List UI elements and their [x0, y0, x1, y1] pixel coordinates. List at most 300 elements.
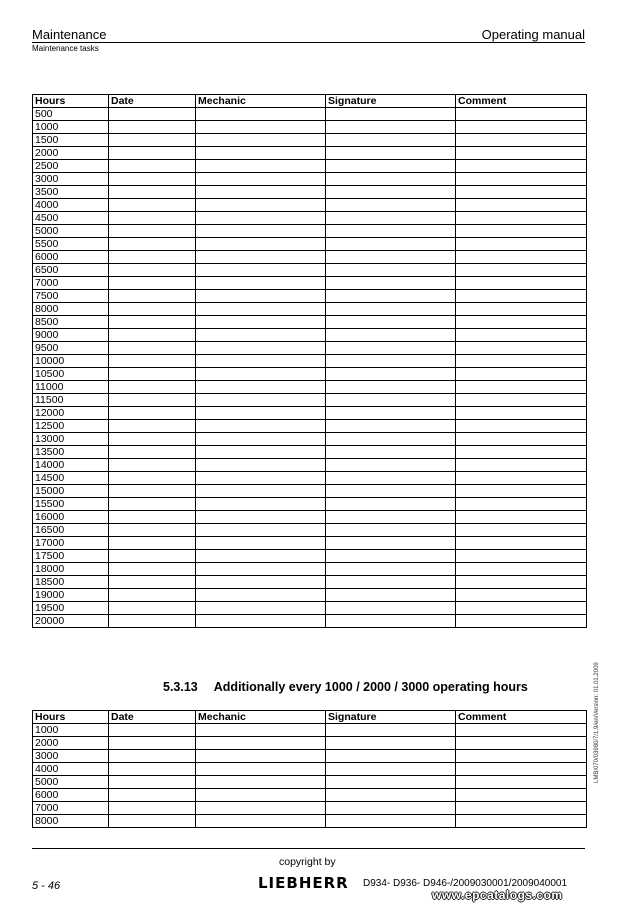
comment-cell	[456, 485, 587, 498]
signature-cell	[326, 776, 456, 789]
mechanic-cell	[196, 576, 326, 589]
mechanic-cell	[196, 238, 326, 251]
date-cell	[109, 433, 196, 446]
column-header-mechanic: Mechanic	[196, 711, 326, 724]
table-header-row	[33, 711, 587, 724]
mechanic-cell	[196, 498, 326, 511]
date-cell	[109, 459, 196, 472]
hours-cell: 14500	[33, 472, 109, 485]
hours-cell: 15500	[33, 498, 109, 511]
column-header-hours: Hours	[33, 95, 109, 108]
signature-cell	[326, 199, 456, 212]
comment-cell	[456, 537, 587, 550]
hours-cell: 10500	[33, 368, 109, 381]
date-cell	[109, 108, 196, 121]
hours-cell: 9000	[33, 329, 109, 342]
mechanic-cell	[196, 511, 326, 524]
hours-cell: 4000	[33, 763, 109, 776]
table-row	[33, 737, 587, 750]
date-cell	[109, 173, 196, 186]
date-cell	[109, 407, 196, 420]
table-row	[33, 277, 587, 290]
hours-cell: 9500	[33, 342, 109, 355]
date-cell	[109, 381, 196, 394]
hours-cell: 15000	[33, 485, 109, 498]
signature-cell	[326, 724, 456, 737]
signature-cell	[326, 134, 456, 147]
date-cell	[109, 537, 196, 550]
document-code-vertical: LMB/070/03980/7/1.9/en/Version: 01.01.2009	[594, 662, 600, 783]
signature-cell	[326, 238, 456, 251]
comment-cell	[456, 420, 587, 433]
signature-cell	[326, 498, 456, 511]
date-cell	[109, 776, 196, 789]
table-row	[33, 121, 587, 134]
mechanic-cell	[196, 277, 326, 290]
header-document-title: Operating manual	[481, 27, 585, 42]
mechanic-cell	[196, 342, 326, 355]
comment-cell	[456, 446, 587, 459]
copyright-text: copyright by	[279, 856, 336, 868]
date-cell	[109, 394, 196, 407]
comment-cell	[456, 511, 587, 524]
hours-cell: 4500	[33, 212, 109, 225]
comment-cell	[456, 724, 587, 737]
table-row	[33, 433, 587, 446]
date-cell	[109, 225, 196, 238]
comment-cell	[456, 108, 587, 121]
hours-cell: 1000	[33, 121, 109, 134]
table-row	[33, 511, 587, 524]
signature-cell	[326, 290, 456, 303]
comment-cell	[456, 160, 587, 173]
comment-cell	[456, 602, 587, 615]
comment-cell	[456, 524, 587, 537]
table-row	[33, 485, 587, 498]
hours-cell: 5000	[33, 776, 109, 789]
table-row	[33, 550, 587, 563]
comment-cell	[456, 737, 587, 750]
signature-cell	[326, 537, 456, 550]
signature-cell	[326, 789, 456, 802]
date-cell	[109, 802, 196, 815]
signature-cell	[326, 147, 456, 160]
comment-cell	[456, 121, 587, 134]
date-cell	[109, 186, 196, 199]
additional-maintenance-log-table	[32, 710, 587, 828]
mechanic-cell	[196, 160, 326, 173]
mechanic-cell	[196, 121, 326, 134]
hours-cell: 2500	[33, 160, 109, 173]
date-cell	[109, 121, 196, 134]
mechanic-cell	[196, 802, 326, 815]
comment-cell	[456, 563, 587, 576]
comment-cell	[456, 264, 587, 277]
comment-cell	[456, 472, 587, 485]
comment-cell	[456, 290, 587, 303]
signature-cell	[326, 524, 456, 537]
comment-cell	[456, 802, 587, 815]
hours-cell: 6000	[33, 251, 109, 264]
date-cell	[109, 147, 196, 160]
comment-cell	[456, 134, 587, 147]
signature-cell	[326, 186, 456, 199]
signature-cell	[326, 381, 456, 394]
column-header-signature: Signature	[326, 95, 456, 108]
mechanic-cell	[196, 763, 326, 776]
liebherr-logo: LIEBHERR	[258, 874, 349, 892]
date-cell	[109, 160, 196, 173]
mechanic-cell	[196, 459, 326, 472]
date-cell	[109, 750, 196, 763]
mechanic-cell	[196, 381, 326, 394]
table-row	[33, 134, 587, 147]
date-cell	[109, 589, 196, 602]
signature-cell	[326, 212, 456, 225]
signature-cell	[326, 277, 456, 290]
mechanic-cell	[196, 134, 326, 147]
mechanic-cell	[196, 750, 326, 763]
table-row	[33, 368, 587, 381]
mechanic-cell	[196, 537, 326, 550]
signature-cell	[326, 615, 456, 628]
section-title: Additionally every 1000 / 2000 / 3000 operating hours	[213, 680, 528, 694]
date-cell	[109, 368, 196, 381]
table-row	[33, 238, 587, 251]
signature-cell	[326, 355, 456, 368]
signature-cell	[326, 251, 456, 264]
table-row	[33, 563, 587, 576]
mechanic-cell	[196, 737, 326, 750]
hours-cell: 2000	[33, 147, 109, 160]
signature-cell	[326, 750, 456, 763]
hours-cell: 6000	[33, 789, 109, 802]
date-cell	[109, 615, 196, 628]
signature-cell	[326, 407, 456, 420]
date-cell	[109, 737, 196, 750]
table-row	[33, 173, 587, 186]
comment-cell	[456, 750, 587, 763]
table-row	[33, 763, 587, 776]
comment-cell	[456, 615, 587, 628]
column-header-date: Date	[109, 95, 196, 108]
signature-cell	[326, 160, 456, 173]
table-row	[33, 303, 587, 316]
comment-cell	[456, 199, 587, 212]
date-cell	[109, 446, 196, 459]
signature-cell	[326, 802, 456, 815]
comment-cell	[456, 459, 587, 472]
hours-cell: 17000	[33, 537, 109, 550]
comment-cell	[456, 763, 587, 776]
signature-cell	[326, 303, 456, 316]
table-row	[33, 316, 587, 329]
date-cell	[109, 134, 196, 147]
table-row	[33, 186, 587, 199]
table-row	[33, 750, 587, 763]
signature-cell	[326, 446, 456, 459]
table-row	[33, 589, 587, 602]
signature-cell	[326, 472, 456, 485]
hours-cell: 18000	[33, 563, 109, 576]
mechanic-cell	[196, 407, 326, 420]
signature-cell	[326, 459, 456, 472]
mechanic-cell	[196, 485, 326, 498]
comment-cell	[456, 303, 587, 316]
date-cell	[109, 329, 196, 342]
signature-cell	[326, 563, 456, 576]
column-header-comment: Comment	[456, 95, 587, 108]
table-row	[33, 472, 587, 485]
mechanic-cell	[196, 173, 326, 186]
hours-cell: 1500	[33, 134, 109, 147]
hours-cell: 7000	[33, 277, 109, 290]
table-row	[33, 212, 587, 225]
column-header-hours: Hours	[33, 711, 109, 724]
date-cell	[109, 763, 196, 776]
mechanic-cell	[196, 563, 326, 576]
comment-cell	[456, 147, 587, 160]
date-cell	[109, 789, 196, 802]
document-reference: D934- D936- D946-/2009030001/2009040001	[363, 878, 568, 889]
date-cell	[109, 277, 196, 290]
date-cell	[109, 576, 196, 589]
table-row	[33, 615, 587, 628]
signature-cell	[326, 737, 456, 750]
signature-cell	[326, 264, 456, 277]
date-cell	[109, 290, 196, 303]
hours-cell: 500	[33, 108, 109, 121]
hours-cell: 20000	[33, 615, 109, 628]
table-row	[33, 815, 587, 828]
watermark: www.epcatalogs.com	[432, 888, 563, 902]
section-heading	[163, 680, 528, 694]
mechanic-cell	[196, 290, 326, 303]
date-cell	[109, 355, 196, 368]
column-header-mechanic: Mechanic	[196, 95, 326, 108]
comment-cell	[456, 789, 587, 802]
comment-cell	[456, 277, 587, 290]
table-header-row	[33, 95, 587, 108]
mechanic-cell	[196, 199, 326, 212]
signature-cell	[326, 329, 456, 342]
mechanic-cell	[196, 815, 326, 828]
date-cell	[109, 563, 196, 576]
date-cell	[109, 550, 196, 563]
hours-cell: 2000	[33, 737, 109, 750]
comment-cell	[456, 355, 587, 368]
page-number: 5 - 46	[32, 880, 61, 892]
signature-cell	[326, 342, 456, 355]
hours-cell: 5000	[33, 225, 109, 238]
comment-cell	[456, 225, 587, 238]
table-row	[33, 537, 587, 550]
header-divider	[32, 42, 585, 43]
mechanic-cell	[196, 368, 326, 381]
hours-cell: 8500	[33, 316, 109, 329]
table-row	[33, 498, 587, 511]
hours-cell: 4000	[33, 199, 109, 212]
mechanic-cell	[196, 602, 326, 615]
table-row	[33, 251, 587, 264]
hours-cell: 12500	[33, 420, 109, 433]
mechanic-cell	[196, 433, 326, 446]
hours-cell: 7000	[33, 802, 109, 815]
column-header-comment: Comment	[456, 711, 587, 724]
mechanic-cell	[196, 524, 326, 537]
table-row	[33, 264, 587, 277]
hours-cell: 3000	[33, 173, 109, 186]
signature-cell	[326, 589, 456, 602]
mechanic-cell	[196, 446, 326, 459]
hours-cell: 3500	[33, 186, 109, 199]
signature-cell	[326, 550, 456, 563]
table-row	[33, 724, 587, 737]
mechanic-cell	[196, 329, 326, 342]
date-cell	[109, 264, 196, 277]
table-row	[33, 420, 587, 433]
comment-cell	[456, 316, 587, 329]
comment-cell	[456, 212, 587, 225]
comment-cell	[456, 433, 587, 446]
signature-cell	[326, 485, 456, 498]
table-row	[33, 225, 587, 238]
table-row	[33, 108, 587, 121]
mechanic-cell	[196, 251, 326, 264]
table-row	[33, 342, 587, 355]
comment-cell	[456, 498, 587, 511]
column-header-signature: Signature	[326, 711, 456, 724]
date-cell	[109, 251, 196, 264]
mechanic-cell	[196, 472, 326, 485]
signature-cell	[326, 225, 456, 238]
header-subtitle: Maintenance tasks	[32, 44, 99, 53]
date-cell	[109, 420, 196, 433]
comment-cell	[456, 368, 587, 381]
hours-cell: 11000	[33, 381, 109, 394]
column-header-date: Date	[109, 711, 196, 724]
hours-cell: 19000	[33, 589, 109, 602]
hours-cell: 8000	[33, 815, 109, 828]
mechanic-cell	[196, 776, 326, 789]
hours-cell: 3000	[33, 750, 109, 763]
mechanic-cell	[196, 212, 326, 225]
hours-cell: 16500	[33, 524, 109, 537]
date-cell	[109, 342, 196, 355]
hours-cell: 13000	[33, 433, 109, 446]
table-row	[33, 524, 587, 537]
section-number: 5.3.13	[163, 680, 198, 694]
hours-cell: 5500	[33, 238, 109, 251]
mechanic-cell	[196, 264, 326, 277]
signature-cell	[326, 763, 456, 776]
hours-cell: 14000	[33, 459, 109, 472]
footer-divider	[32, 848, 585, 849]
comment-cell	[456, 394, 587, 407]
signature-cell	[326, 576, 456, 589]
date-cell	[109, 212, 196, 225]
date-cell	[109, 472, 196, 485]
signature-cell	[326, 121, 456, 134]
hours-cell: 8000	[33, 303, 109, 316]
signature-cell	[326, 394, 456, 407]
mechanic-cell	[196, 394, 326, 407]
table-row	[33, 789, 587, 802]
hours-cell: 16000	[33, 511, 109, 524]
comment-cell	[456, 550, 587, 563]
table-row	[33, 290, 587, 303]
table-row	[33, 147, 587, 160]
signature-cell	[326, 511, 456, 524]
maintenance-log-table	[32, 94, 587, 628]
signature-cell	[326, 173, 456, 186]
mechanic-cell	[196, 303, 326, 316]
signature-cell	[326, 316, 456, 329]
table-row	[33, 381, 587, 394]
mechanic-cell	[196, 225, 326, 238]
mechanic-cell	[196, 355, 326, 368]
table-row	[33, 329, 587, 342]
table-row	[33, 446, 587, 459]
signature-cell	[326, 815, 456, 828]
comment-cell	[456, 173, 587, 186]
header-section-title: Maintenance	[32, 27, 107, 42]
date-cell	[109, 199, 196, 212]
date-cell	[109, 815, 196, 828]
hours-cell: 11500	[33, 394, 109, 407]
hours-cell: 6500	[33, 264, 109, 277]
comment-cell	[456, 381, 587, 394]
hours-cell: 12000	[33, 407, 109, 420]
signature-cell	[326, 108, 456, 121]
date-cell	[109, 498, 196, 511]
table-row	[33, 355, 587, 368]
mechanic-cell	[196, 147, 326, 160]
mechanic-cell	[196, 420, 326, 433]
table-row	[33, 802, 587, 815]
comment-cell	[456, 589, 587, 602]
table-row	[33, 160, 587, 173]
table-row	[33, 394, 587, 407]
hours-cell: 13500	[33, 446, 109, 459]
date-cell	[109, 485, 196, 498]
date-cell	[109, 524, 196, 537]
comment-cell	[456, 776, 587, 789]
comment-cell	[456, 815, 587, 828]
mechanic-cell	[196, 316, 326, 329]
comment-cell	[456, 251, 587, 264]
table-row	[33, 407, 587, 420]
mechanic-cell	[196, 108, 326, 121]
date-cell	[109, 724, 196, 737]
signature-cell	[326, 602, 456, 615]
table-row	[33, 602, 587, 615]
signature-cell	[326, 420, 456, 433]
hours-cell: 18500	[33, 576, 109, 589]
table-row	[33, 776, 587, 789]
table-row	[33, 459, 587, 472]
comment-cell	[456, 576, 587, 589]
hours-cell: 1000	[33, 724, 109, 737]
signature-cell	[326, 433, 456, 446]
comment-cell	[456, 329, 587, 342]
mechanic-cell	[196, 589, 326, 602]
hours-cell: 17500	[33, 550, 109, 563]
mechanic-cell	[196, 789, 326, 802]
comment-cell	[456, 342, 587, 355]
comment-cell	[456, 186, 587, 199]
table-row	[33, 576, 587, 589]
